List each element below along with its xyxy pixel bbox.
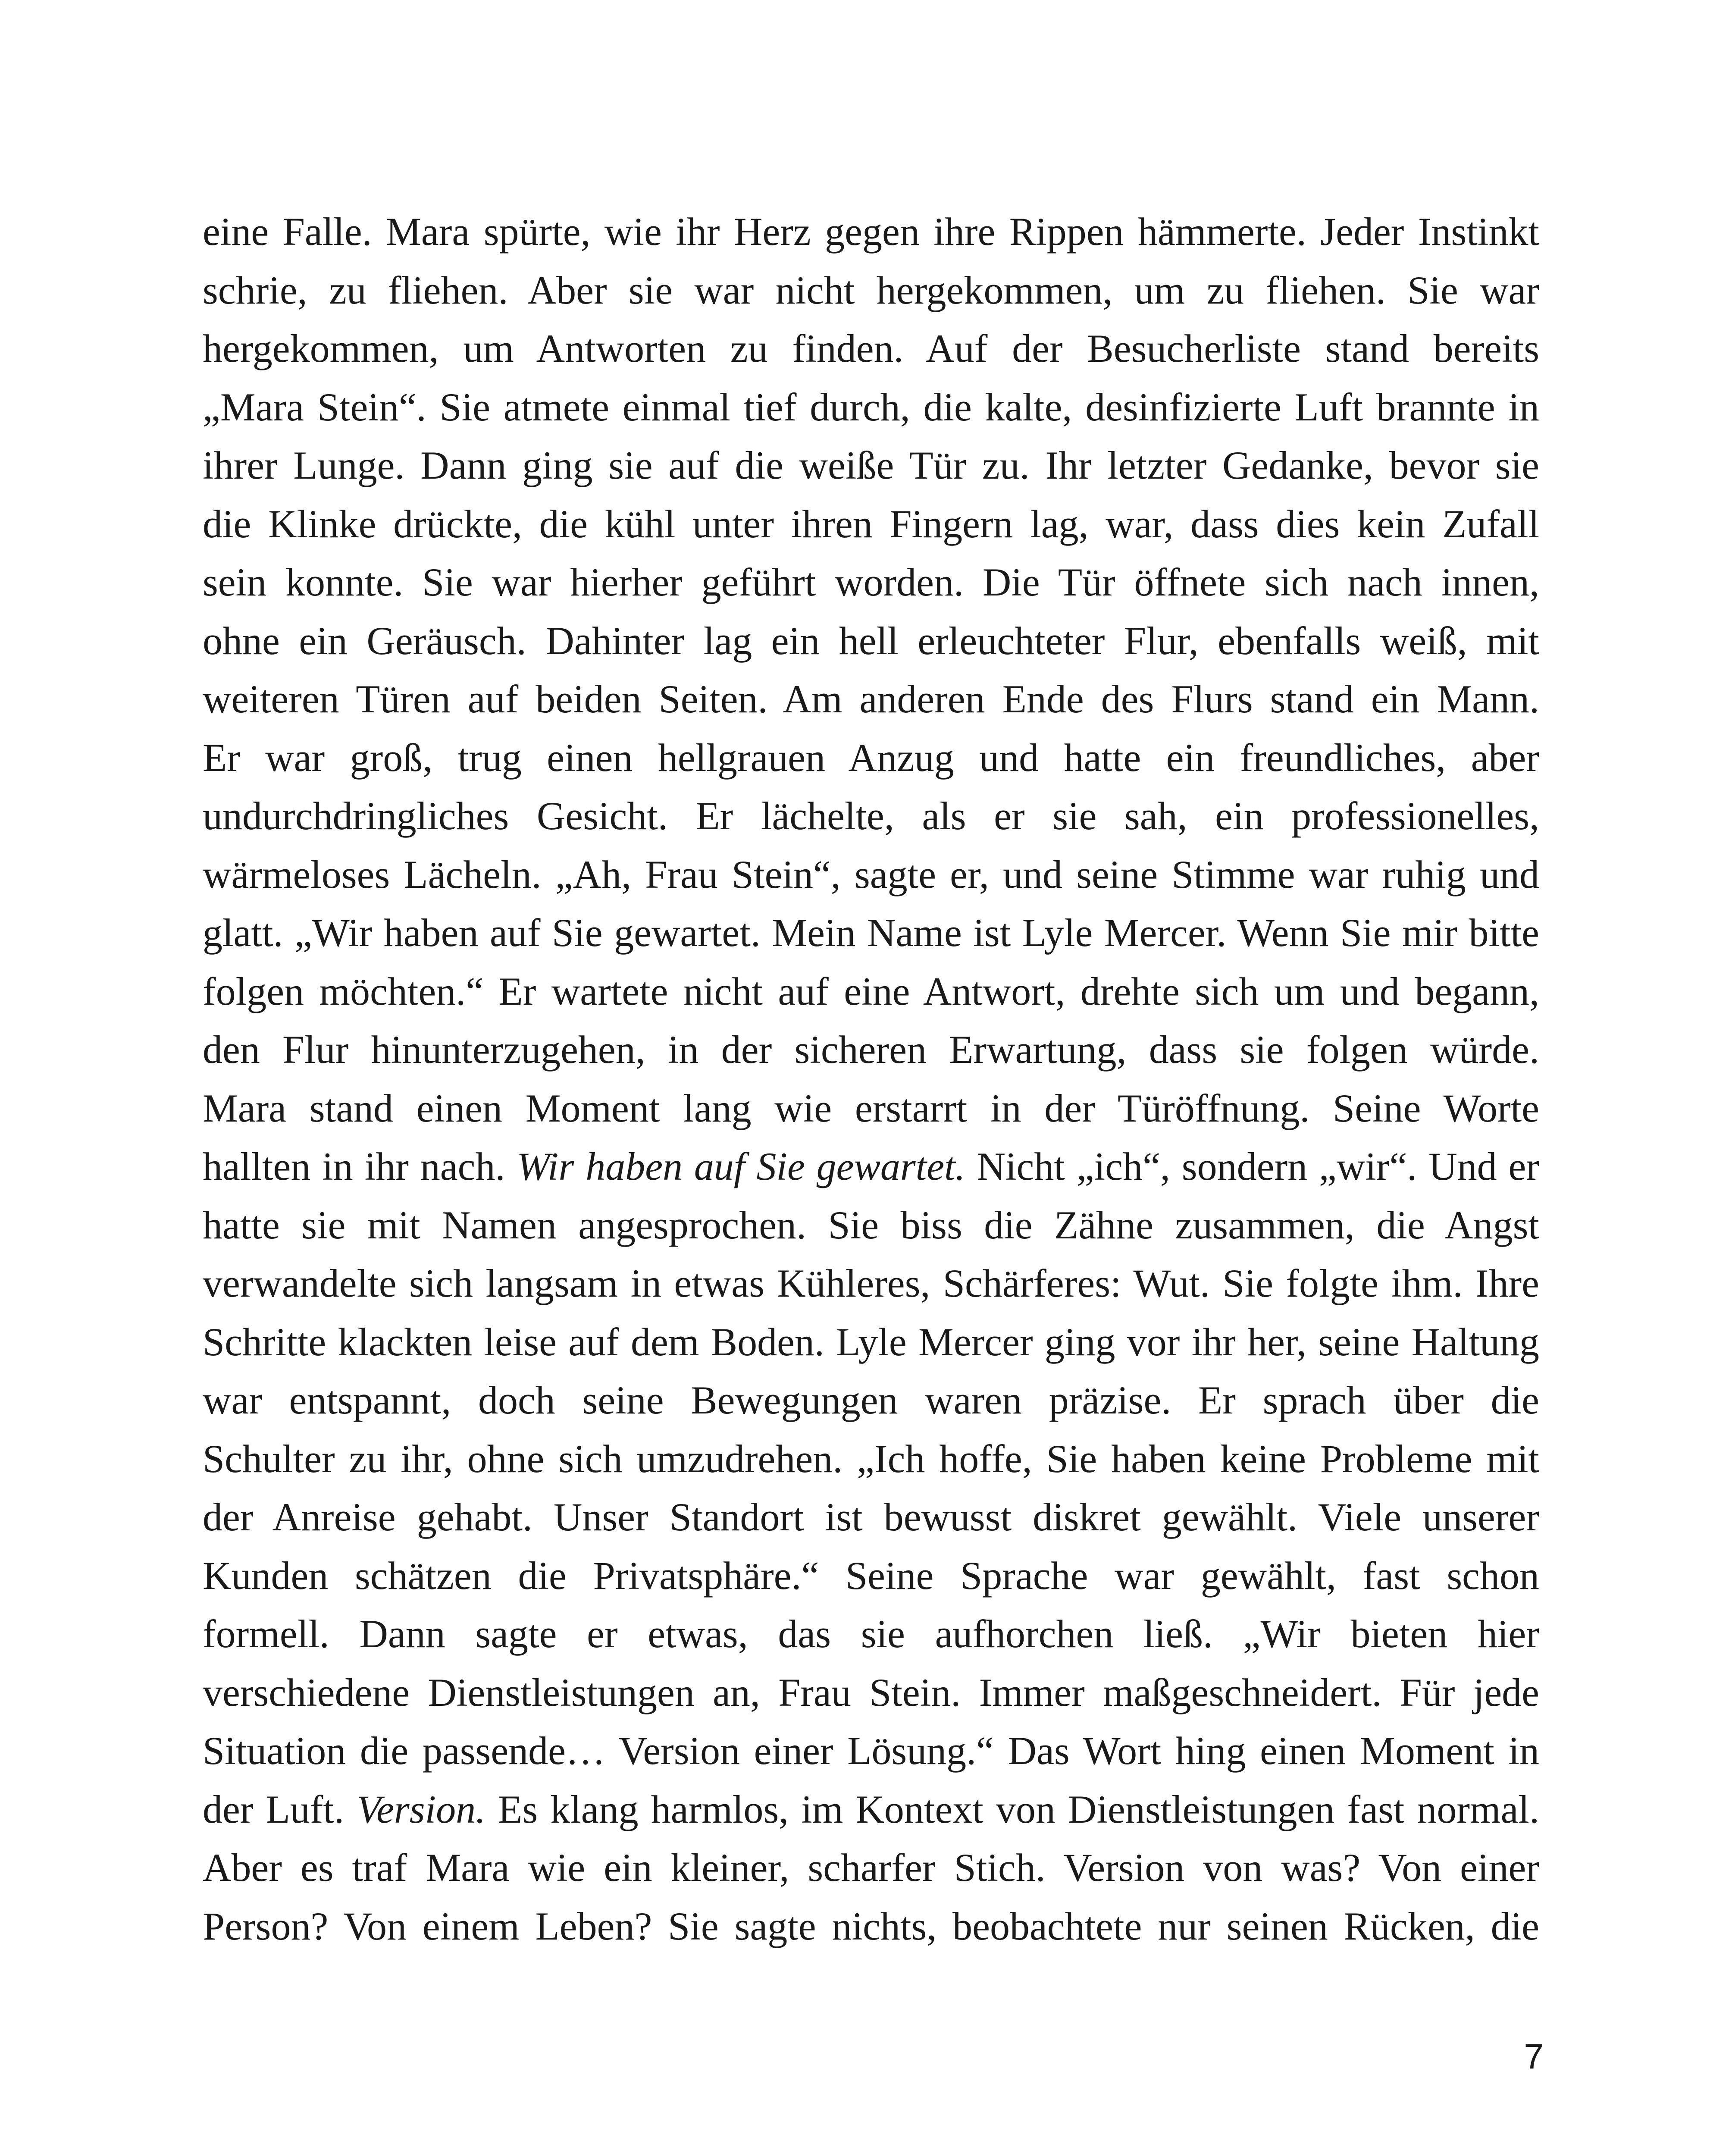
text-line xyxy=(203,1196,1539,1255)
text-segment: Situation die passende… Version einer Lösung.“ Das Wort hing einen Moment in xyxy=(203,1729,1539,1773)
text-segment: verschiedene Dienstleistungen an, Frau Stein. Immer maßgeschneidert. Für jede xyxy=(203,1670,1539,1714)
text-segment: Person? Von einem Leben? Sie sagte nichts, beobachtete nur seinen Rücken, die xyxy=(203,1904,1539,1948)
text-segment: schrie, zu fliehen. Aber sie war nicht hergekommen, um zu fliehen. Sie war xyxy=(203,268,1539,312)
text-segment: wärmeloses Lächeln. „Ah, Frau Stein“, sagte er, und seine Stimme war ruhig und xyxy=(203,852,1539,896)
text-segment: der Luft. xyxy=(203,1787,357,1831)
text-segment: ihrer Lunge. Dann ging sie auf die weiße Tür zu. Ihr letzter Gedanke, bevor sie xyxy=(203,443,1539,487)
text-line xyxy=(203,1488,1539,1547)
text-segment: hallten in ihr nach. xyxy=(203,1144,517,1188)
text-line xyxy=(203,1254,1539,1313)
text-segment: Mara stand einen Moment lang wie erstarrt in der Türöffnung. Seine Worte xyxy=(203,1086,1539,1130)
text-segment: war entspannt, doch seine Bewegungen waren präzise. Er sprach über die xyxy=(203,1378,1539,1422)
text-line xyxy=(203,1547,1539,1605)
text-segment: hatte sie mit Namen angesprochen. Sie biss die Zähne zusammen, die Angst xyxy=(203,1203,1539,1247)
text-segment: ohne ein Geräusch. Dahinter lag ein hell erleuchteter Flur, ebenfalls weiß, mit xyxy=(203,618,1539,663)
text-segment: folgen möchten.“ Er wartete nicht auf eine Antwort, drehte sich um und begann, xyxy=(203,969,1539,1013)
text-segment: Er war groß, trug einen hellgrauen Anzug und hatte ein freundliches, aber xyxy=(203,735,1539,780)
text-segment: hergekommen, um Antworten zu finden. Auf der Besucherliste stand bereits xyxy=(203,326,1539,370)
text-line xyxy=(203,320,1539,378)
text-line xyxy=(203,495,1539,554)
text-segment: die Klinke drückte, die kühl unter ihren Fingern lag, war, dass dies kein Zufall xyxy=(203,501,1539,546)
text-line xyxy=(203,553,1539,612)
text-line xyxy=(203,1839,1539,1897)
text-line xyxy=(203,1722,1539,1780)
text-line xyxy=(203,1780,1539,1839)
text-segment: undurchdringliches Gesicht. Er lächelte, als er sie sah, ein professionelles, xyxy=(203,794,1539,838)
text-segment: glatt. „Wir haben auf Sie gewartet. Mein Name ist Lyle Mercer. Wenn Sie mir bitte xyxy=(203,911,1539,955)
text-line xyxy=(203,1664,1539,1722)
text-line xyxy=(203,1430,1539,1489)
text-line xyxy=(203,1371,1539,1430)
text-segment: Kunden schätzen die Privatsphäre.“ Seine Sprache war gewählt, fast schon xyxy=(203,1553,1539,1598)
italic-text-segment: Version. xyxy=(357,1787,486,1831)
text-segment: sein konnte. Sie war hierher geführt worden. Die Tür öffnete sich nach innen, xyxy=(203,560,1539,604)
text-segment: den Flur hinunterzugehen, in der sicheren Erwartung, dass sie folgen würde. xyxy=(203,1028,1539,1072)
text-segment: formell. Dann sagte er etwas, das sie aufhorchen ließ. „Wir bieten hier xyxy=(203,1612,1539,1656)
text-segment: weiteren Türen auf beiden Seiten. Am anderen Ende des Flurs stand ein Mann. xyxy=(203,677,1539,721)
text-line xyxy=(203,261,1539,320)
text-line xyxy=(203,1897,1539,1956)
text-line xyxy=(203,729,1539,787)
page-number: 7 xyxy=(1524,2037,1544,2076)
body-text xyxy=(203,203,1539,1955)
text-line xyxy=(203,378,1539,437)
text-line xyxy=(203,436,1539,495)
text-segment: Es klang harmlos, im Kontext von Dienstleistungen fast normal. xyxy=(485,1787,1539,1831)
text-segment: „Mara Stein“. Sie atmete einmal tief durch, die kalte, desinfizierte Luft brannte in xyxy=(203,385,1539,429)
text-line xyxy=(203,1138,1539,1196)
text-segment: Aber es traf Mara wie ein kleiner, scharfer Stich. Version von was? Von einer xyxy=(203,1846,1539,1890)
text-line xyxy=(203,962,1539,1021)
text-line xyxy=(203,612,1539,671)
text-line xyxy=(203,670,1539,729)
text-segment: verwandelte sich langsam in etwas Kühleres, Schärferes: Wut. Sie folgte ihm. Ihre xyxy=(203,1261,1539,1305)
text-segment: eine Falle. Mara spürte, wie ihr Herz gegen ihre Rippen hämmerte. Jeder Instinkt xyxy=(203,210,1539,254)
text-line xyxy=(203,203,1539,261)
text-segment: Schritte klackten leise auf dem Boden. Lyle Mercer ging vor ihr her, seine Haltung xyxy=(203,1319,1539,1364)
text-line xyxy=(203,1313,1539,1372)
text-line xyxy=(203,1021,1539,1079)
text-segment: Schulter zu ihr, ohne sich umzudrehen. „Ich hoffe, Sie haben keine Probleme mit xyxy=(203,1436,1539,1481)
text-line xyxy=(203,787,1539,846)
text-line xyxy=(203,904,1539,962)
text-segment: Nicht „ich“, sondern „wir“. Und er xyxy=(965,1144,1539,1188)
text-line xyxy=(203,1079,1539,1138)
text-line xyxy=(203,1605,1539,1664)
italic-text-segment: Wir haben auf Sie gewartet. xyxy=(517,1144,965,1188)
text-line xyxy=(203,846,1539,904)
text-segment: der Anreise gehabt. Unser Standort ist bewusst diskret gewählt. Viele unserer xyxy=(203,1495,1539,1539)
